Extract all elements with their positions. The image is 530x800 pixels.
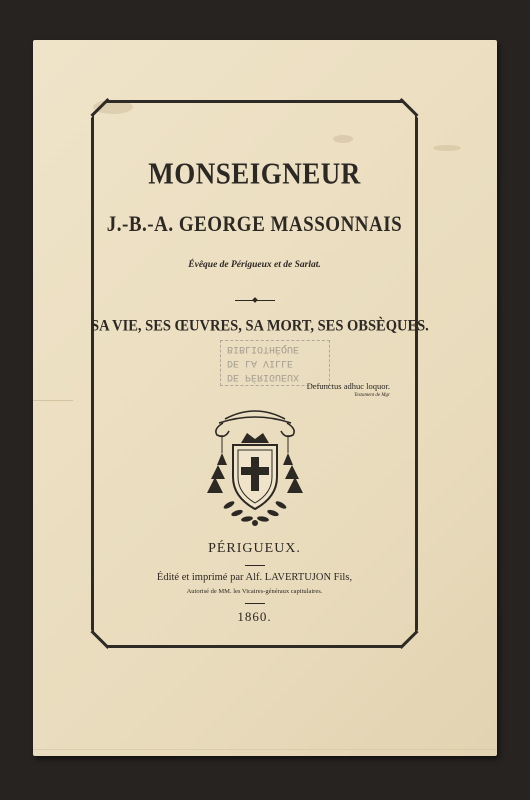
- subtitle: Évêque de Périgueux et de Sarlat.: [188, 260, 321, 270]
- coat-of-arms-icon: [203, 405, 307, 529]
- epigraph: Defunctus adhuc loquor.: [306, 381, 390, 391]
- paper-crease: [33, 400, 73, 401]
- stamp-line: BIBLIOTHÈQUE: [227, 343, 300, 354]
- paper-stain: [433, 145, 461, 151]
- authorization-note: Autorisé de MM. les Vicaires-généraux capitulaires.: [186, 588, 323, 595]
- section-heading: SA VIE, SES ŒUVRES, SA MORT, SES OBSÈQUES.: [91, 317, 429, 335]
- publisher: Édité et imprimé par Alf. LAVERTUJON Fils,: [156, 572, 353, 583]
- author-name: J.-B.-A. GEORGE MASSONNAIS: [106, 212, 403, 237]
- divider-rule: [245, 565, 265, 566]
- stamp-line: DE LA VILLE: [227, 357, 294, 368]
- publication-city: PÉRIGUEUX.: [208, 541, 301, 556]
- epigraph-source: Testament de Mgr: [354, 393, 390, 398]
- paper-crease: [33, 749, 497, 750]
- stamp-line: DE PÉRIGUEUX: [227, 371, 300, 382]
- library-stamp: [220, 340, 330, 386]
- title: MONSEIGNEUR: [148, 155, 361, 191]
- publication-year: 1860.: [237, 609, 272, 624]
- divider-rule: [245, 603, 265, 604]
